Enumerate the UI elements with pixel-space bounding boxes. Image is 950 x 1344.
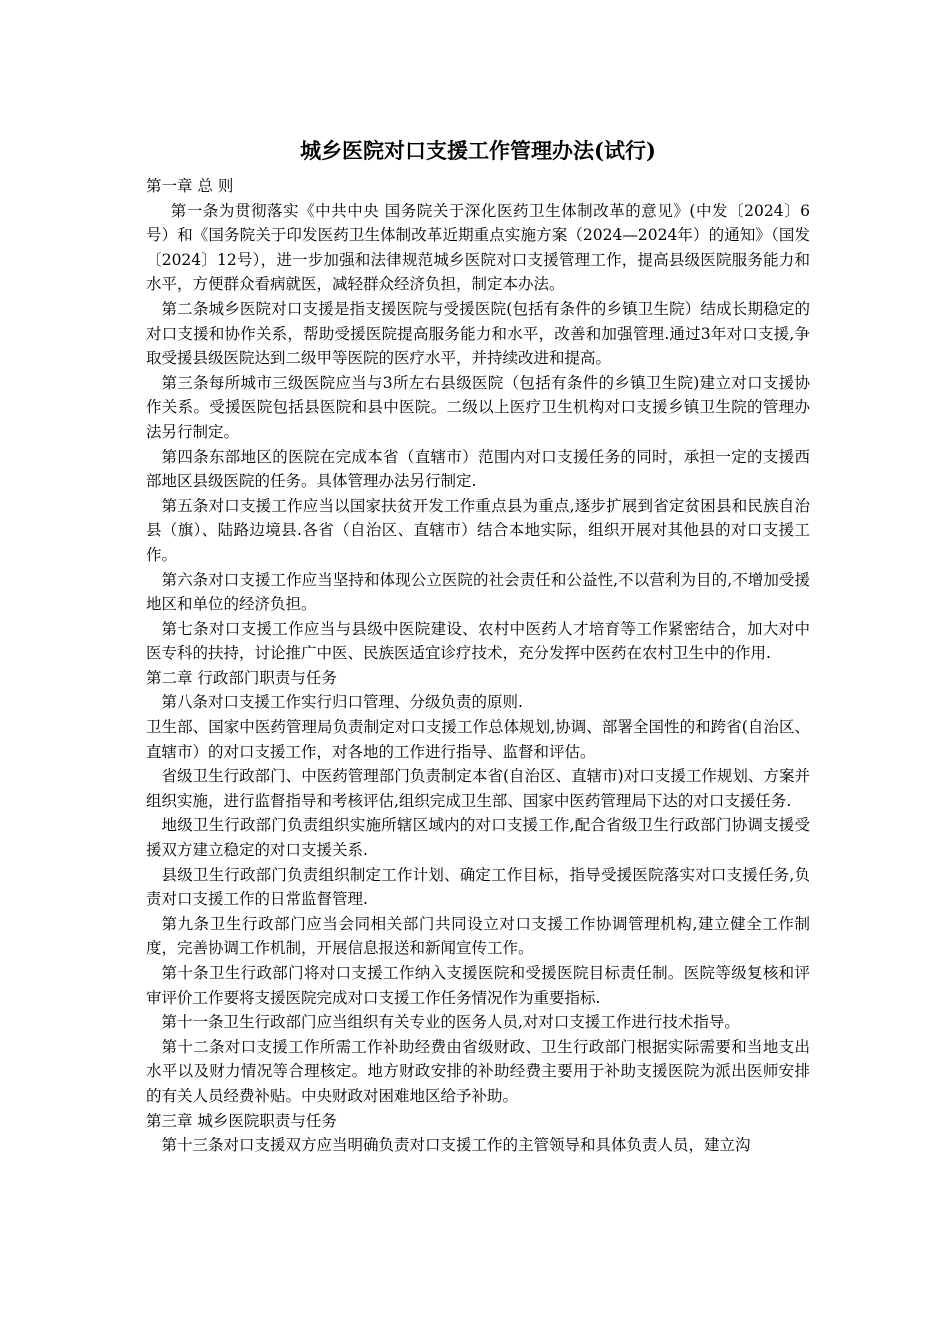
- document-page: [146, 0, 810, 1158]
- article-6: 第六条对口支援工作应当坚持和体现公立医院的社会责任和公益性,不以营利为目的,不增加受援地区和单位的经济负担。: [146, 570, 810, 614]
- article-2: 第二条城乡医院对口支援是指支援医院与受援医院(包括有条件的乡镇卫生院）结成长期稳定的对口支援和协作关系，帮助受援医院提高服务能力和水平，改善和加强管理.通过3年对口支援,争取受援县级医院达到二级甲等医院的医疗水平，并持续改进和提高。: [146, 299, 810, 368]
- chapter-heading-2: 第二章 行政部门职责与任务: [146, 668, 337, 687]
- article-8-ministry: 卫生部、国家中医药管理局负责制定对口支援工作总体规划,协调、部署全国性的和跨省(自治区、直辖市）的对口支援工作，对各地的工作进行指导、监督和评估。: [146, 718, 810, 761]
- article-4: 第四条东部地区的医院在完成本省（直辖市）范围内对口支援任务的同时，承担一定的支援西部地区县级医院的任务。具体管理办法另行制定.: [146, 447, 810, 491]
- article-13: 第十三条对口支援双方应当明确负责对口支援工作的主管领导和具体负责人员，建立沟: [161, 1136, 751, 1155]
- chapter-heading-3: 第三章 城乡医院职责与任务: [146, 1111, 337, 1130]
- article-10: 第十条卫生行政部门将对口支援工作纳入支援医院和受援医院目标责任制。医院等级复核和评审评价工作要将支援医院完成对口支援工作任务情况作为重要指标.: [146, 964, 810, 1007]
- article-7: 第七条对口支援工作应当与县级中医院建设、农村中医药人才培育等工作紧密结合，加大对中医专科的扶持，讨论推广中医、民族医适宜诊疗技术，充分发挥中医药在农村卫生中的作用.: [146, 619, 810, 663]
- article-5: 第五条对口支援工作应当以国家扶贫开发工作重点县为重点,逐步扩展到省定贫困县和民族自治县（旗）、陆路边境县.各省（自治区、直辖市）结合本地实际，组织开展对其他县的对口支援工作。: [146, 496, 810, 564]
- article-1: 第一条为贯彻落实《中共中央 国务院关于深化医药卫生体制改革的意见》(中发〔2024〕6号）和《国务院关于印发医药卫生体制改革近期重点实施方案（2024—2024年）的通知》（国发〔2024〕12号），进一步加强和法律规范城乡医院对口支援管理工作，提高县级医院服务能力和水平，方便群众看病就医，减轻群众经济负担，制定本办法。: [146, 201, 810, 294]
- article-9: 第九条卫生行政部门应当会同相关部门共同设立对口支援工作协调管理机构,建立健全工作制度，完善协调工作机制，开展信息报送和新闻宣传工作。: [146, 914, 810, 958]
- document-title: 城乡医院对口支援工作管理办法(试行): [300, 138, 656, 163]
- chapter-heading-1: 第一章 总 则: [146, 177, 234, 195]
- article-11: 第十一条卫生行政部门应当组织有关专业的医务人员,对对口支援工作进行技术指导。: [161, 1013, 740, 1032]
- article-3: 第三条每所城市三级医院应当与3所左右县级医院（包括有条件的乡镇卫生院)建立对口支援协作关系。受援医院包括县医院和县中医院。二级以上医疗卫生机构对口支援乡镇卫生院的管理办法另行制定。: [146, 373, 810, 441]
- article-12: 第十二条对口支援工作所需工作补助经费由省级财政、卫生行政部门根据实际需要和当地支出水平以及财力情况等合理核定。地方财政安排的补助经费主要用于补助支援医院为派出医师安排的有关人员经费补贴。中央财政对困难地区给予补助。: [146, 1037, 810, 1105]
- article-8-provincial: 省级卫生行政部门、中医药管理部门负责制定本省(自治区、直辖市)对口支援工作规划、方案并组织实施，进行监督指导和考核评估,组织完成卫生部、国家中医药管理局下达的对口支援任务.: [146, 767, 810, 810]
- article-8: 第八条对口支援工作实行归口管理、分级负责的原则.: [161, 693, 523, 712]
- article-8-county: 县级卫生行政部门负责组织制定工作计划、确定工作目标，指导受援医院落实对口支援任务,负责对口支援工作的日常监督管理.: [146, 865, 810, 909]
- article-8-prefecture: 地级卫生行政部门负责组织实施所辖区域内的对口支援工作,配合省级卫生行政部门协调支援受援双方建立稳定的对口支援关系.: [146, 816, 810, 860]
